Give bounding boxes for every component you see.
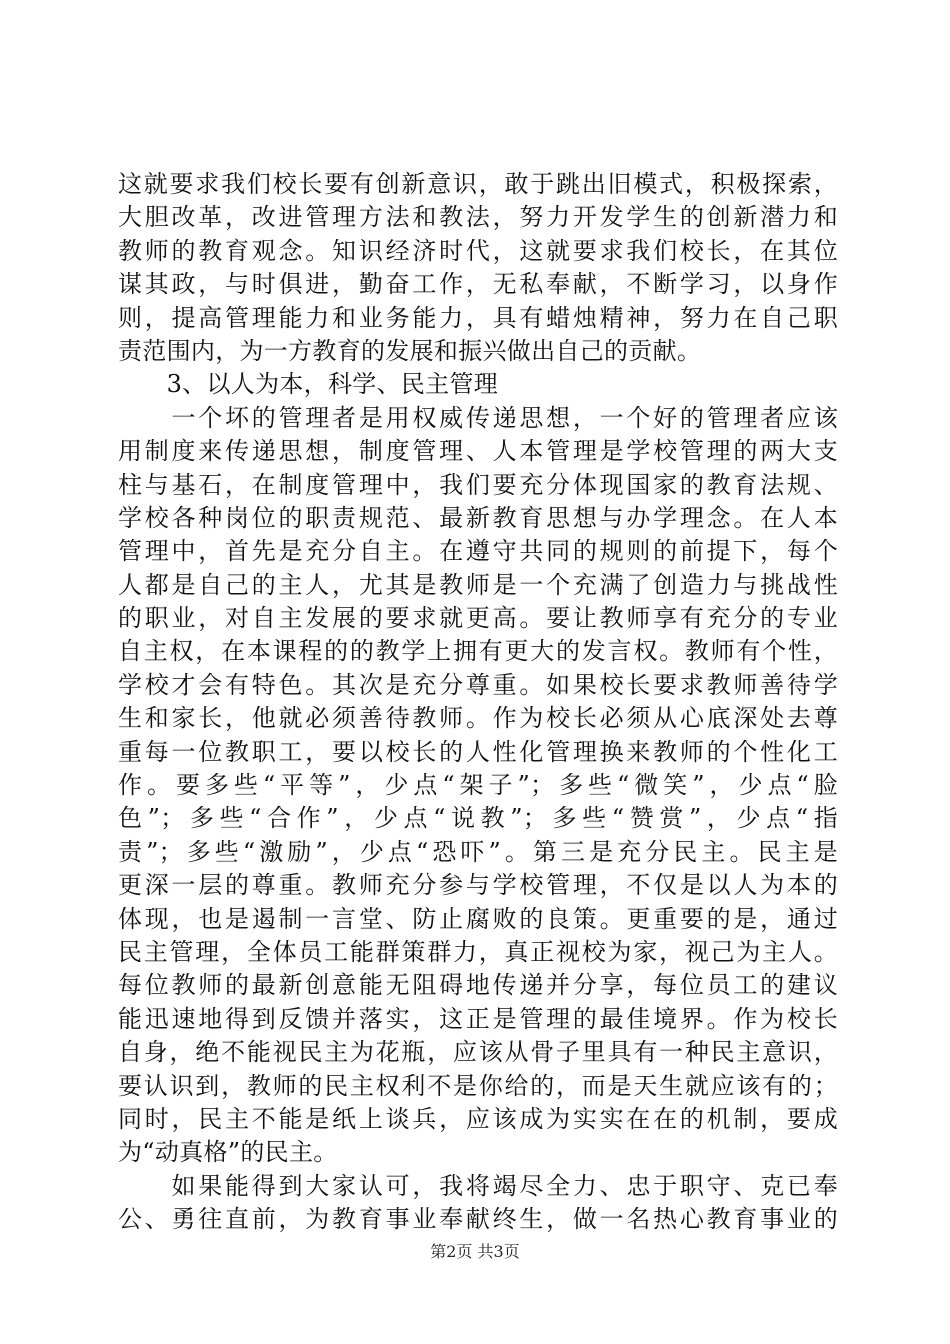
text-line: 同时，民主不能是纸上谈兵，应该成为实实在在的机制，要成: [118, 1104, 838, 1133]
text-line: 色”；多些“合作”，少点“说教”；多些“赞赏”，少点“指: [118, 804, 838, 833]
text-line: 人都是自己的主人，尤其是教师是一个充满了创造力与挑战性: [118, 570, 838, 599]
text-line: 一个坏的管理者是用权威传递思想，一个好的管理者应该: [118, 403, 838, 432]
text-line: 大胆改革，改进管理方法和教法，努力开发学生的创新潜力和: [118, 203, 838, 232]
text-line: 民主管理，全体员工能群策群力，真正视校为家，视己为主人。: [118, 937, 838, 966]
page-number-footer: 第2页 共3页: [430, 1242, 520, 1261]
text-line: 体现，也是遏制一言堂、防止腐败的良策。更重要的是，通过: [118, 904, 838, 933]
text-line: 如果能得到大家认可，我将竭尽全力、忠于职守、克已奉: [118, 1171, 838, 1200]
text-line: 学校才会有特色。其次是充分尊重。如果校长要求教师善待学: [118, 670, 838, 699]
body-text: [118, 168, 838, 1237]
section-heading: 3、以人为本，科学、民主管理: [118, 370, 499, 399]
text-line: 自身，绝不能视民主为花瓶，应该从骨子里具有一种民主意识，: [118, 1038, 838, 1067]
text-line: 谋其政，与时俱进，勤奋工作，无私奉献，不断学习，以身作: [118, 270, 838, 299]
text-line: 公、勇往直前，为教育事业奉献终生，做一名热心教育事业的: [118, 1205, 838, 1234]
text-line: 的职业，对自主发展的要求就更高。要让教师享有充分的专业: [118, 604, 838, 633]
text-line: 用制度来传递思想，制度管理、人本管理是学校管理的两大支: [118, 437, 838, 466]
text-line: 为“动真格”的民主。: [118, 1138, 338, 1167]
text-line: 责”；多些“激励”，少点“恐吓”。第三是充分民主。民主是: [118, 837, 838, 866]
text-line: 教师的教育观念。知识经济时代，这就要求我们校长，在其位: [118, 236, 838, 265]
text-line: 自主权，在本课程的的教学上拥有更大的发言权。教师有个性，: [118, 637, 838, 666]
text-line: 更深一层的尊重。教师充分参与学校管理，不仅是以人为本的: [118, 871, 838, 900]
text-line: 重每一位教职工，要以校长的人性化管理换来教师的个性化工: [118, 737, 838, 766]
text-line: 作。要多些“平等”，少点“架子”；多些“微笑”，少点“脸: [118, 771, 838, 800]
text-line: 每位教师的最新创意能无阻碍地传递并分享，每位员工的建议: [118, 971, 838, 1000]
text-line: 则，提高管理能力和业务能力，具有蜡烛精神，努力在自己职: [118, 303, 838, 332]
text-line: 生和家长，他就必须善待教师。作为校长必须从心底深处去尊: [118, 704, 838, 733]
text-line: 学校各种岗位的职责规范、最新教育思想与办学理念。在人本: [118, 503, 838, 532]
text-line: 柱与基石，在制度管理中，我们要充分体现国家的教育法规、: [118, 470, 838, 499]
text-line: 这就要求我们校长要有创新意识，敢于跳出旧模式，积极探索，: [118, 170, 838, 198]
text-line: 管理中，首先是充分自主。在遵守共同的规则的前提下，每个: [118, 537, 838, 566]
text-line: 要认识到，教师的民主权利不是你给的，而是天生就应该有的；: [118, 1071, 838, 1100]
text-line: 能迅速地得到反馈并落实，这正是管理的最佳境界。作为校长: [118, 1004, 838, 1033]
text-line: 责范围内，为一方教育的发展和振兴做出自己的贡献。: [118, 336, 702, 365]
